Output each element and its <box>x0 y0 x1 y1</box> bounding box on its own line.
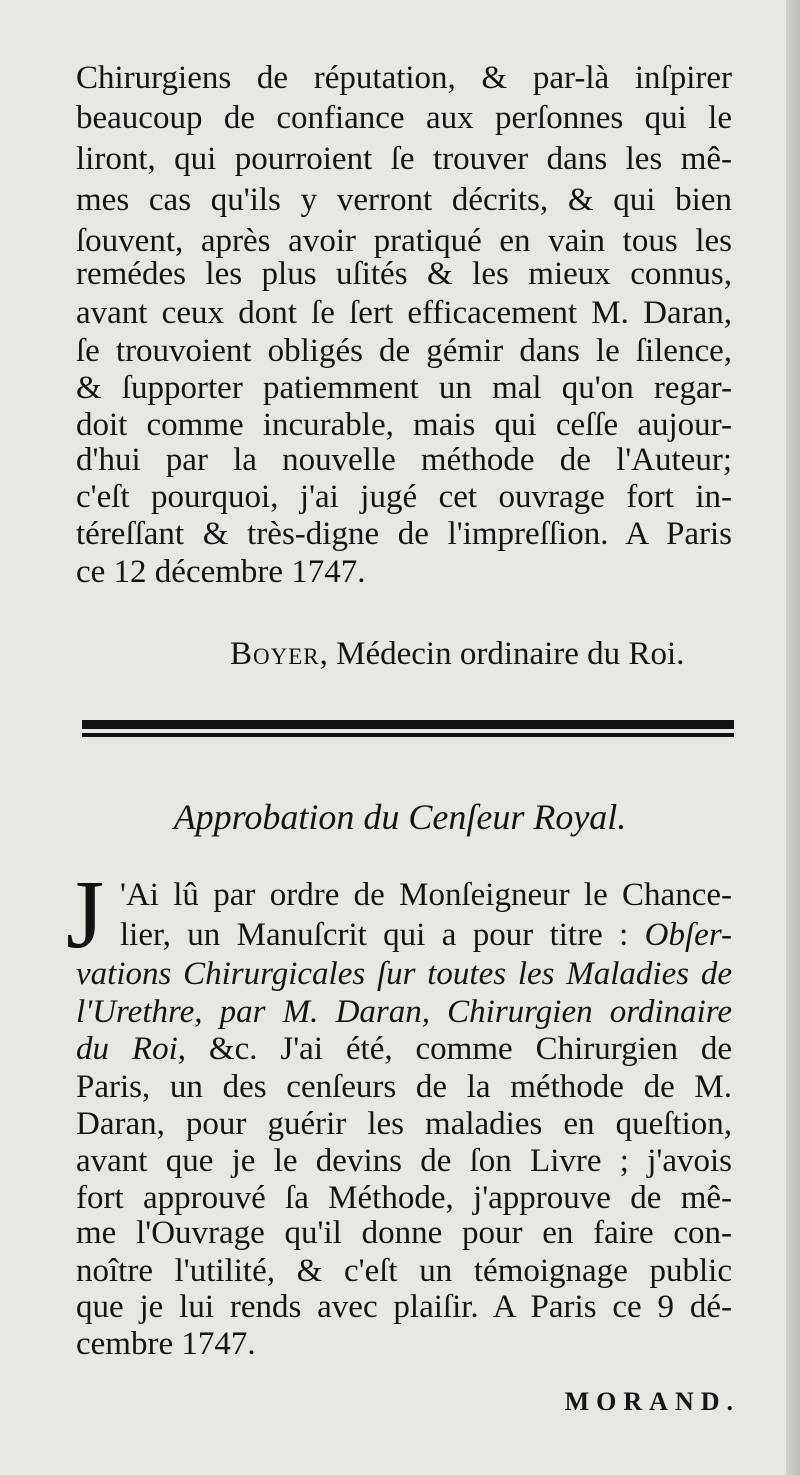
text-line: d'hui par la nouvelle méthode de l'Auteur; <box>76 442 732 478</box>
signature-boyer <box>230 636 684 673</box>
text-line: Daran, pour guérir les maladies en queſtion, <box>76 1106 732 1142</box>
text-segment-italic: Obſer- <box>644 917 732 953</box>
text-line: ſe trouvoient obligés de gémir dans le ſilence, <box>76 333 732 369</box>
text-line: ſouvent, après avoir pratiqué en vain tous les <box>76 223 732 259</box>
text-line: ce 12 décembre 1747. <box>76 554 366 590</box>
text-line: fort approuvé ſa Méthode, j'approuve de mê- <box>76 1180 732 1216</box>
drop-cap: J <box>66 861 105 969</box>
text-line: téreſſant & très-digne de l'impreſſion. A Paris <box>76 516 732 552</box>
text-line <box>76 1031 732 1067</box>
text-line: que je lui rends avec plaiſir. A Paris ce 9 dé- <box>76 1289 732 1325</box>
text-line: avant que je le devins de ſon Livre ; j'avois <box>76 1143 732 1179</box>
page-edge-shadow <box>786 0 800 1475</box>
text-line-italic: l'Urethre, par M. Daran, Chirurgien ordinaire <box>76 994 732 1030</box>
section-divider-thick <box>82 720 734 729</box>
text-line: remédes les plus uſités & les mieux connus, <box>76 256 732 292</box>
text-line: liront, qui pourroient ſe trouver dans les mê- <box>76 141 732 177</box>
text-line: c'eſt pourquoi, j'ai jugé cet ouvrage fort in- <box>76 479 732 515</box>
text-line: cembre 1747. <box>76 1326 256 1362</box>
signature-boyer-title: , Médecin ordinaire du Roi. <box>319 636 685 672</box>
text-line: 'Ai lû par ordre de Monſeigneur le Chance- <box>120 877 732 913</box>
signature-boyer-name: Boyer <box>230 636 320 672</box>
section-divider-thin <box>82 733 734 737</box>
text-line: mes cas qu'ils y verront décrits, & qui bien <box>76 182 732 218</box>
text-line: me l'Ouvrage qu'il donne pour en faire con- <box>76 1215 732 1251</box>
text-segment: lier, un Manuſcrit qui a pour titre : <box>120 917 645 953</box>
text-segment: , &c. J'ai été, comme Chirurgien de <box>177 1031 733 1067</box>
text-line: avant ceux dont ſe ſert efficacement M. Daran, <box>76 295 732 331</box>
text-segment-italic: du Roi <box>76 1031 178 1067</box>
text-line: noître l'utilité, & c'eſt un témoignage public <box>76 1253 732 1289</box>
text-line <box>120 917 732 953</box>
text-line: beaucoup de confiance aux perſonnes qui le <box>76 100 732 136</box>
section-heading: Approbation du Cenſeur Royal. <box>173 797 627 837</box>
text-line: Paris, un des cenſeurs de la méthode de M. <box>76 1069 732 1105</box>
text-line: Chirurgiens de réputation, & par-là inſpirer <box>76 60 732 96</box>
signature-morand: MORAND. <box>564 1387 740 1416</box>
text-line-italic: vations Chirurgicales ſur toutes les Maladies de <box>76 956 732 992</box>
text-line: & ſupporter patiemment un mal qu'on regar- <box>76 370 732 406</box>
text-line: doit comme incurable, mais qui ceſſe aujour- <box>76 407 732 443</box>
